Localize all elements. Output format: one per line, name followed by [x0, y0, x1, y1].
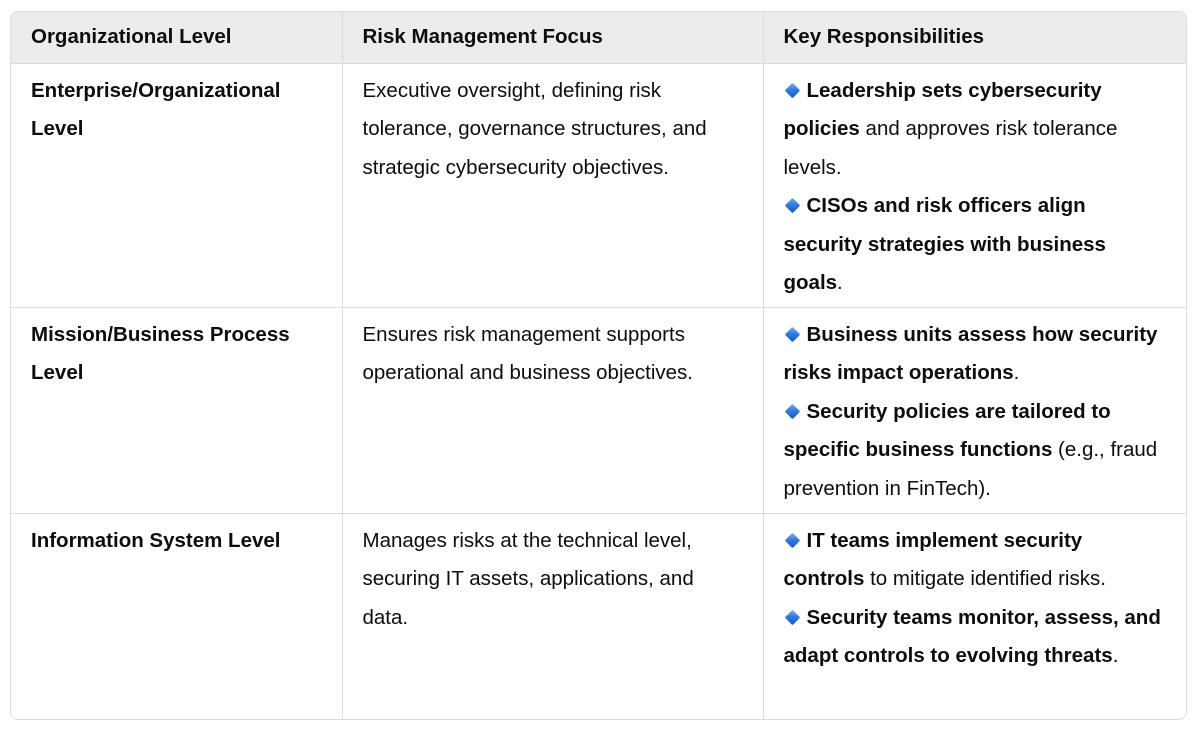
responsibility-item [784, 599, 1167, 676]
table-row [11, 63, 1186, 307]
blue-diamond-icon [784, 403, 800, 419]
responsibility-item [784, 187, 1167, 303]
responsibility-rest: and approves risk tolerance levels. [783, 117, 1118, 179]
table-row [11, 513, 1186, 719]
table [11, 12, 1186, 719]
blue-diamond-icon [784, 532, 800, 548]
table-header [11, 12, 1186, 63]
blue-diamond-icon [784, 609, 800, 625]
focus-cell: Ensures risk management supports operational and business objectives. [342, 307, 763, 513]
focus-cell: Manages risks at the technical level, securing IT assets, applications, and data. [342, 513, 763, 719]
responsibility-item [784, 72, 1167, 188]
responsibility-item [784, 522, 1167, 599]
responsibility-rest: . [1013, 361, 1020, 384]
responsibility-bold: Security policies are tailored to specific business functions [783, 399, 1111, 461]
header-risk-management-focus: Risk Management Focus [342, 12, 763, 63]
blue-diamond-icon [784, 198, 800, 214]
header-row [11, 12, 1186, 63]
table-body [11, 63, 1186, 719]
responsibility-item [784, 316, 1167, 393]
responsibility-bold: Leadership sets cybersecurity policies [783, 78, 1102, 140]
responsibility-item [784, 393, 1167, 509]
blue-diamond-icon [784, 326, 800, 342]
responsibilities-cell [763, 513, 1186, 719]
header-organizational-level: Organizational Level [11, 12, 342, 63]
responsibility-rest: to mitigate identified risks. [864, 567, 1106, 590]
responsibilities-cell [763, 307, 1186, 513]
responsibility-rest: (e.g., fraud prevention in FinTech). [783, 438, 1158, 500]
table-row [11, 307, 1186, 513]
focus-cell: Executive oversight, defining risk tolerance, governance structures, and strategic cybersecurity objectives. [342, 63, 763, 307]
responsibility-bold: IT teams implement security controls [783, 528, 1083, 590]
blue-diamond-icon [784, 82, 800, 98]
responsibility-bold: CISOs and risk officers align security strategies with business goals [783, 194, 1106, 294]
responsibility-rest: . [1112, 644, 1119, 667]
responsibility-bold: Security teams monitor, assess, and adapt controls to evolving threats [783, 605, 1161, 667]
responsibility-table [10, 11, 1187, 720]
level-cell: Mission/Business Process Level [11, 307, 342, 513]
responsibility-rest: . [837, 271, 843, 294]
level-cell: Enterprise/Organizational Level [31, 78, 281, 140]
header-key-responsibilities: Key Responsibilities [763, 12, 1186, 63]
responsibilities-cell [763, 63, 1186, 307]
responsibility-bold: Business units assess how security risks impact operations [783, 322, 1158, 384]
level-cell: Information System Level [11, 513, 342, 719]
